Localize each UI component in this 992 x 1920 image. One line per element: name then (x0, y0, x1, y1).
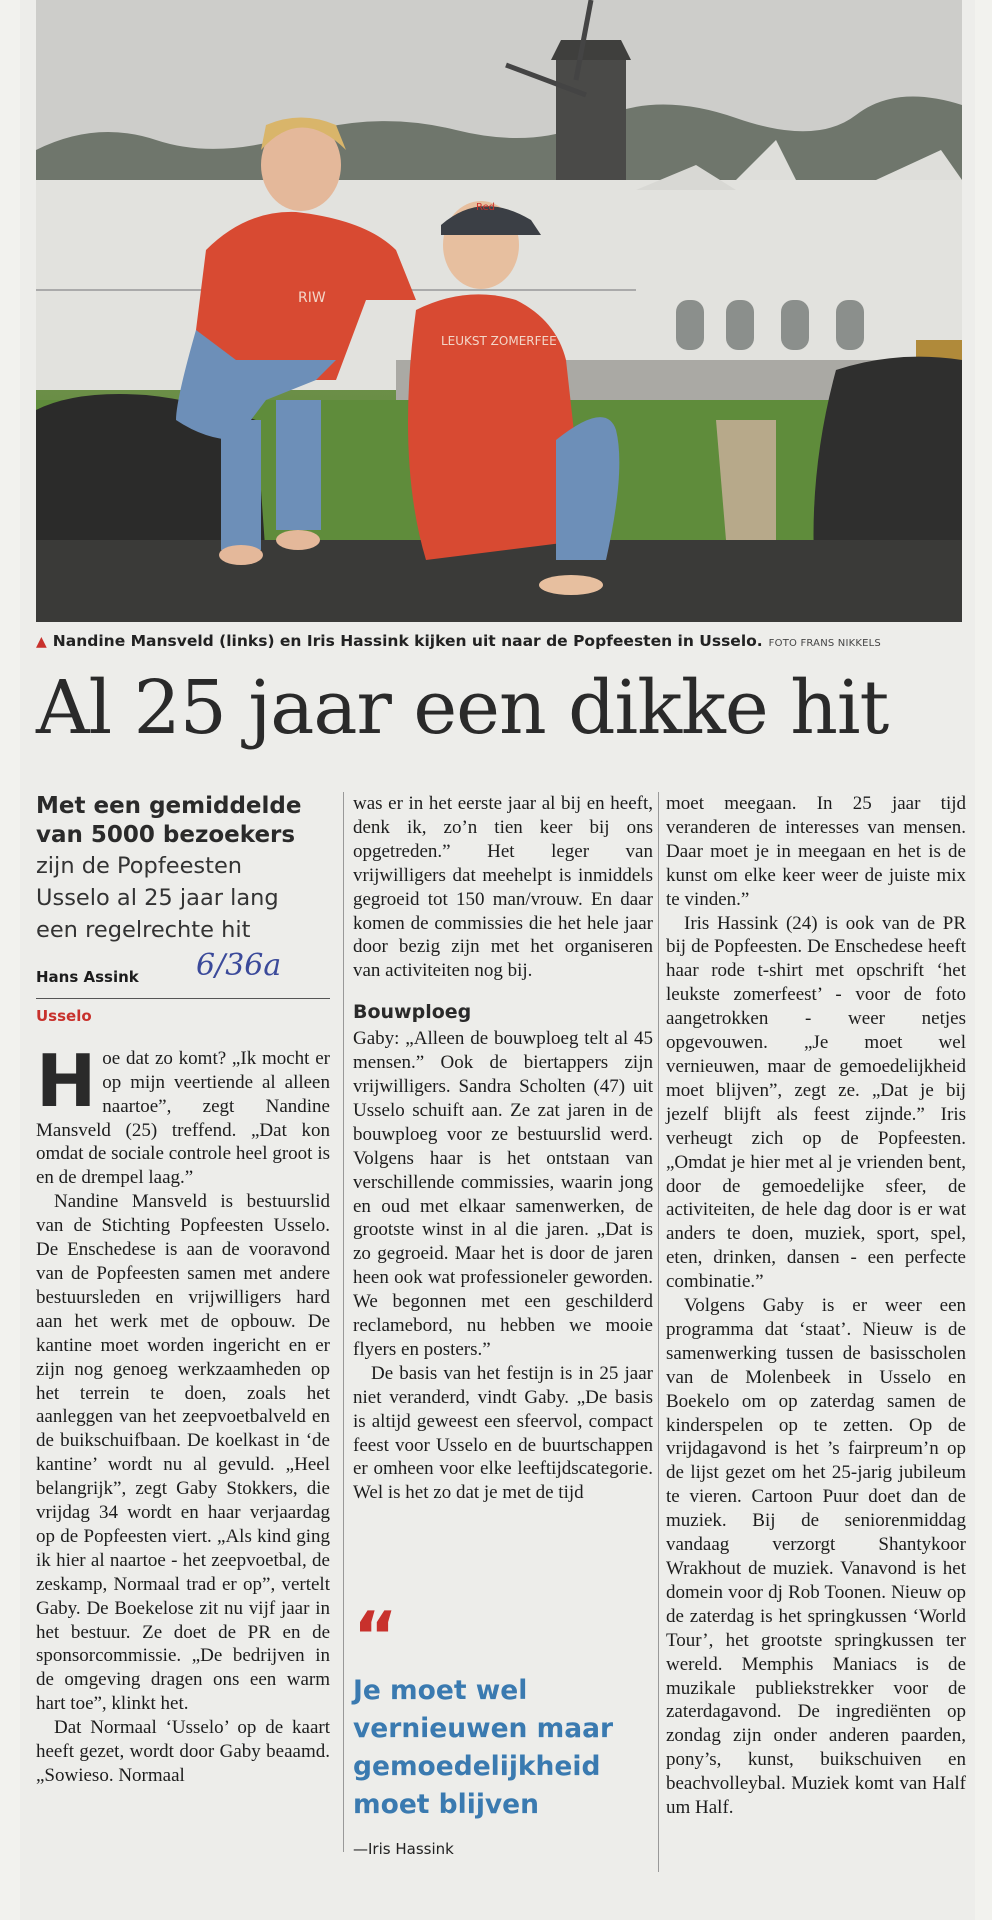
body-paragraph: De basis van het festijn is in 25 jaar niet veranderd, vindt Gaby. „De basis is altijd geweest een sfeervol, compact feest voor Usselo en de buurtschappen er omheen voor elke leeftijdscategorie. Wel is het zo dat je met de tijd (353, 1362, 653, 1504)
column-divider (343, 792, 344, 1852)
quote-text: Je moet wel vernieuwen maar gemoedelijkheid moet blijven (353, 1675, 614, 1820)
article-column-1 (36, 792, 330, 1788)
caption-marker-icon: ▲ (36, 634, 47, 650)
intro-bold-line: van 5000 bezoekers (36, 822, 296, 848)
caption-text: Nandine Mansveld (links) en Iris Hassink kijken uit naar de Popfeesten in Usselo. (52, 632, 763, 650)
photo-caption (36, 632, 962, 654)
body-paragraph: was er in het eerste jaar al bij en heeft, denk ik, zo’n tien keer bij ons opgetreden.” Het leger van vrijwilligers dat meehelpt is inmiddels gegroeid tot 150 man/vrouw. En daar komen de commissies die het hele jaar door bezig zijn met het organiseren van activiteiten nog bij. (353, 793, 653, 982)
handwritten-annotation: 6/36a (196, 948, 282, 983)
intro-bold-line: Met een gemiddelde (36, 793, 302, 819)
quote-mark-icon: “ (353, 1598, 398, 1677)
intro-line: zijn de Popfeesten (36, 853, 243, 879)
headline: Al 25 jaar een dikke hit (36, 665, 889, 751)
body-paragraph: Volgens Gaby is er weer een programma dat ‘staat’. Nieuw is de samenwerking tussen de basisscholen van de Molenbeek in Usselo en Boekelo om op zaterdag samen de kinderspelen op te zetten. Op de vrijdagavond is het ’s fairpreum’n op de lijst gezet om het 25-jarig jubileum te vieren. Cartoon Puur doet dan de muziek. Bij de seniorenmiddag vandaag verzorgt Shantykoor Wrakhout de muziek. Vanavond is het domein voor dj Rob Toonen. Nieuw op de zaterdag is het springkussen ‘World Tour’, het grootste springkussen ter wereld. Memphis Maniacs is de muzikale publiekstrekker voor de zaterdagavond. De ingrediënten op zondag zijn onder anderen paarden, pony’s, kunst, buikschuiven en beachvolleybal. Muziek komt van Half um Half. (666, 1295, 966, 1819)
article-column-3 (666, 792, 966, 1820)
body-paragraph: Nandine Mansveld is bestuurslid van de Stichting Popfeesten Usselo. De Enschedese is aan de vooravond van de Popfeesten samen met andere bestuursleden en vrijwilligers hard aan het werk met de opbouw. De kantine moet worden ingericht en er zijn nog genoeg werkzaamheden op het terrein te doen, zoals het aanleggen van het zeepvoetbalveld en de buikschuifbaan. De koelkast in ‘de kantine’ wordt nu al gevuld. „Heel belangrijk”, zegt Gaby Stokkers, die vrijdag 34 wordt en haar verjaardag op de Popfeesten viert. „Als kind ging ik hier al naartoe - het zeepvoetbal, de zeskamp, Normaal trad er op”, vertelt Gaby. De Boekelose zit nu vijf jaar in het bestuur. Ze doet de PR en de sponsorcommissie. „De bedrijven in de omgeving dragen ons een warm hart toe”, klinkt het. (36, 1191, 330, 1715)
intro-line: Usselo al 25 jaar lang (36, 885, 279, 911)
byline (36, 948, 330, 990)
article-photo (36, 0, 962, 622)
photo-credit: FOTO FRANS NIKKELS (768, 638, 881, 649)
body-paragraph: Gaby: „Alleen de bouwploeg telt al 45 mensen.” Ook de biertappers zijn vrijwilligers. Sandra Scholten (47) uit Usselo schuift aan. Ze zat jaren in de bouwploeg voor ze bestuurslid werd. Volgens haar is het ontstaan van verschillende commissies, waarin jong en oud met elkaar samenwerken, de grootste winst in al die jaren. „Dat is zo gegroeid. Maar het is door de jaren heen ook wat professioneler geworden. We begonnen met een geschilderd reclamebord, nu hebben we mooie flyers en posters.” (353, 1028, 653, 1360)
shirt-text: LEUKST ZOMERFEE (441, 334, 557, 348)
body-paragraph: Iris Hassink (24) is ook van de PR bij de Popfeesten. De Enschedese heeft haar rode t-shirt met opschrift ‘het leukste zomerfeest’ - voor de foto aangetrokken - weer netjes opgevouwen. „Je moet wel vernieuwen, maar de gemoedelijkheid moet blijven”, zegt ze. „Dat je bij jezelf blijft als feest zijnde.” Iris verheugt zich op de Popfeesten. „Omdat je hier met al je vrienden bent, door de gemoedelijke sfeer, de activiteiten, de hele dag door is er wat anders te doen, muziek, sport, spel, eten, drinken, dansen - een perfecte combinatie.” (666, 912, 966, 1293)
dateline-place: Usselo (36, 1006, 92, 1025)
column-divider (658, 792, 659, 1872)
cap-text: Red (476, 202, 495, 213)
pull-quote (353, 1598, 653, 1858)
intro-line: een regelrechte hit (36, 917, 251, 943)
byline-rule (36, 998, 330, 999)
quote-attribution: —Iris Hassink (353, 1840, 454, 1858)
shirt-text: RIW (298, 290, 326, 306)
subheading: Bouwploeg (353, 1001, 472, 1024)
author-name: Hans Assink (36, 968, 139, 986)
body-paragraph: moet meegaan. In 25 jaar tijd veranderen de interesses van mensen. Daar moet je in meegaan en het is de kunst om elke keer weer de juiste mix te vinden.” (666, 793, 966, 910)
body-paragraph: Dat Normaal ‘Usselo’ op de kaart heeft gezet, wordt door Gaby beaamd. „Sowieso. Normaal (36, 1717, 330, 1786)
photo-image (36, 0, 962, 622)
body-paragraph: oe dat zo komt? „Ik mocht er op mijn veertiende al alleen naartoe”, zegt Nandine Mansveld (25) treffend. „Dat kon omdat de sociale controle heel groot is en de drempel laag.” (36, 1047, 330, 1189)
dropcap: H (36, 1038, 97, 1123)
article-column-2 (353, 792, 653, 1505)
